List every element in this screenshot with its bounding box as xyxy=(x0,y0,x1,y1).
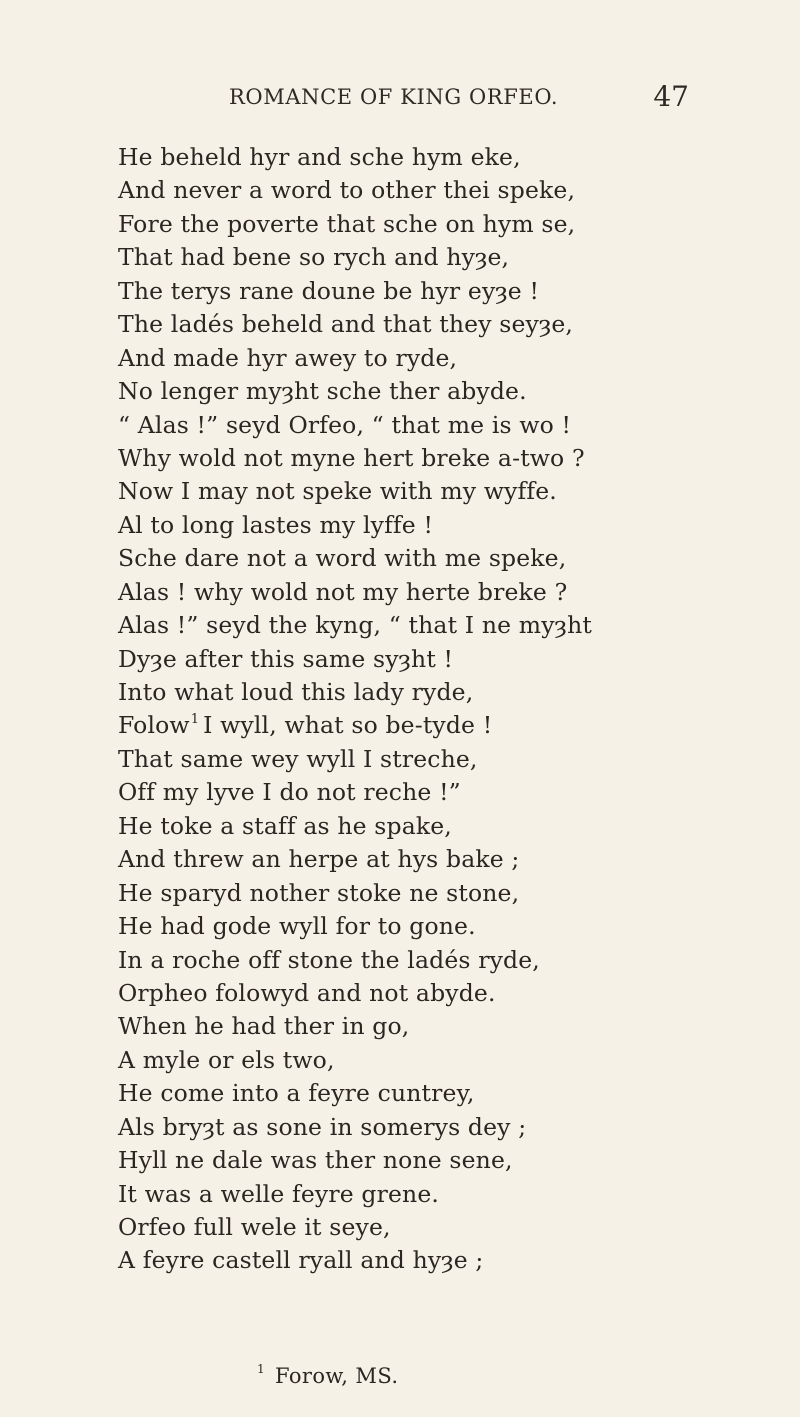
poem-line: Fore the poverte that sche on hym se, xyxy=(118,209,576,238)
poem-line: It was a welle feyre grene. xyxy=(118,1179,440,1208)
poem-line: Als bryȝt as sone in somerys dey ; xyxy=(118,1112,527,1141)
footnote-reference: 1 xyxy=(190,712,200,728)
poem-line: Alas !” seyd the kyng, “ that I ne myȝht xyxy=(118,611,592,640)
poem-line xyxy=(118,709,738,742)
poem-line: He come into a feyre cuntrey, xyxy=(118,1079,475,1108)
footnote xyxy=(257,1361,398,1391)
poem-line: Hyll ne dale was ther none sene, xyxy=(118,1146,513,1175)
running-head xyxy=(229,80,689,115)
poem-line: No lenger myȝht sche ther abyde. xyxy=(118,377,527,406)
poem-line: Orpheo folowyd and not abyde. xyxy=(118,978,496,1007)
poem-line: In a roche off stone the ladés ryde, xyxy=(118,945,540,974)
poem-line: Dyȝe after this same syȝht ! xyxy=(118,644,454,673)
poem-line: That same wey wyll I streche, xyxy=(118,744,478,773)
poem-line: Into what loud this lady ryde, xyxy=(118,678,474,706)
poem-line-continuation: I wyll, what so be-tyde ! xyxy=(203,711,493,740)
poem-line: The terys rane doune be hyr eyȝe ! xyxy=(118,276,540,305)
poem-line: “ Alas !” seyd Orfeo, “ that me is wo ! xyxy=(118,410,572,439)
poem-line: Alas ! why wold not my herte breke ? xyxy=(118,577,568,606)
poem-line: Al to long lastes my lyffe ! xyxy=(118,510,434,539)
poem-line: He toke a staff as he spake, xyxy=(118,811,452,840)
poem-line: Why wold not myne hert breke a-two ? xyxy=(118,443,585,472)
poem-line: When he had ther in go, xyxy=(118,1012,410,1041)
poem-line: That had bene so rych and hyȝe, xyxy=(118,243,510,272)
footnote-marker: 1 xyxy=(257,1362,266,1376)
page-number: 47 xyxy=(653,80,689,113)
poem-line: The ladés beheld and that they seyȝe, xyxy=(118,310,574,339)
poem-line: And made hyr awey to ryde, xyxy=(118,343,458,372)
poem-line: He had gode wyll for to gone. xyxy=(118,912,476,941)
poem-line: A feyre castell ryall and hyȝe ; xyxy=(118,1246,484,1275)
poem-text xyxy=(118,141,738,1278)
poem-line: Orfeo full wele it seye, xyxy=(118,1213,391,1241)
poem-line: A myle or els two, xyxy=(118,1045,335,1074)
footnote-text: Forow, MS. xyxy=(275,1364,399,1388)
poem-line-start: Folow xyxy=(118,711,190,740)
poem-line: Now I may not speke with my wyffe. xyxy=(118,477,557,506)
poem-line: Off my lyve I do not reche !” xyxy=(118,778,461,807)
poem-line: And never a word to other thei speke, xyxy=(118,176,576,205)
poem-line: He sparyd nother stoke ne stone, xyxy=(118,878,520,907)
poem-line: And threw an herpe at hys bake ; xyxy=(118,845,520,874)
poem-line: He beheld hyr and sche hym eke, xyxy=(118,143,521,171)
running-title: ROMANCE OF KING ORFEO. xyxy=(229,85,559,109)
poem-line: Sche dare not a word with me speke, xyxy=(118,544,567,573)
